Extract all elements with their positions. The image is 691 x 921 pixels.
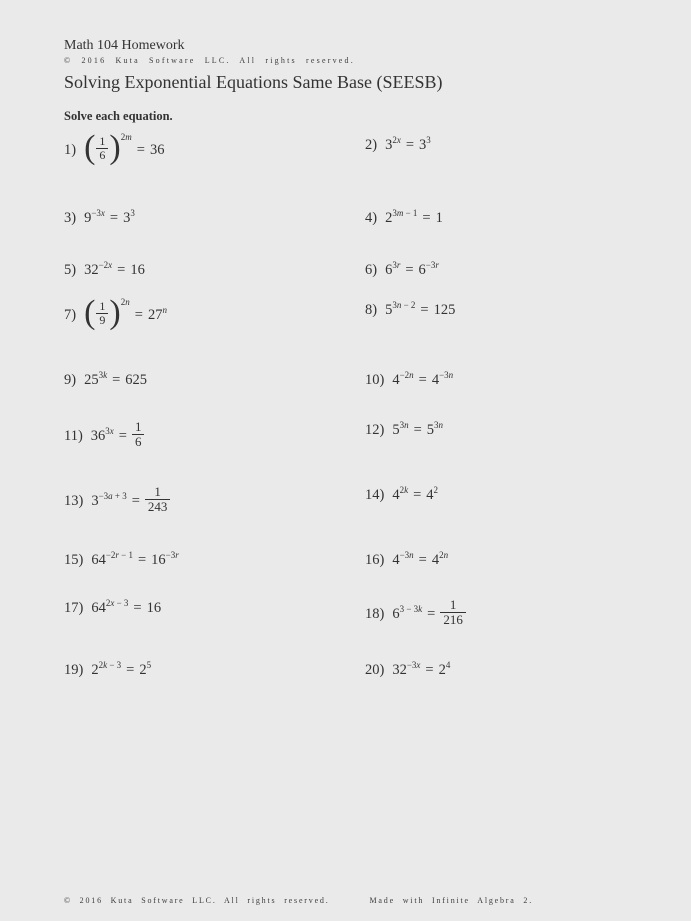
equation xyxy=(392,659,451,678)
equals-sign: = xyxy=(418,551,427,568)
equation xyxy=(385,134,431,153)
problem-1 xyxy=(64,129,365,167)
exponent: −3r xyxy=(425,259,439,270)
equals-sign: = xyxy=(418,371,427,388)
exponent: 3n xyxy=(399,419,409,430)
base-number: 16 xyxy=(146,599,162,616)
problem-19 xyxy=(64,659,365,679)
base-number: 6 xyxy=(385,261,393,278)
base-number: 6 xyxy=(392,605,400,622)
exponent: 2x − 3 xyxy=(105,597,129,608)
problem-8 xyxy=(365,299,651,319)
equals-sign: = xyxy=(117,261,126,278)
numerator: 1 xyxy=(134,418,142,434)
base-number: 4 xyxy=(392,551,400,568)
problem-2 xyxy=(365,134,651,154)
base-number: 4 xyxy=(392,486,400,503)
open-paren: ( xyxy=(84,129,96,167)
exponent: 3n xyxy=(434,419,444,430)
fraction xyxy=(145,485,171,515)
base-number: 64 xyxy=(91,551,106,568)
problem-number: 4) xyxy=(365,209,378,226)
exponent: −3r xyxy=(165,549,179,560)
exponent: 2k xyxy=(399,484,409,495)
exponent: 2x xyxy=(392,134,401,145)
problem-row xyxy=(64,207,651,262)
base-number: 5 xyxy=(426,421,435,438)
problem-10 xyxy=(365,369,651,389)
equation xyxy=(385,207,443,226)
equation xyxy=(392,419,444,438)
base-number: 4 xyxy=(392,371,400,388)
fraction xyxy=(96,135,108,162)
base-number: 5 xyxy=(392,421,400,438)
equals-sign: = xyxy=(413,486,422,503)
base-number: 16 xyxy=(130,261,145,278)
equation xyxy=(392,484,439,503)
equation xyxy=(392,369,454,388)
exponent: 2n xyxy=(439,549,449,560)
problem-row xyxy=(64,259,651,302)
base-number: 2 xyxy=(438,661,446,678)
denominator: 216 xyxy=(440,612,466,627)
equals-sign: = xyxy=(118,427,127,444)
problem-number: 17) xyxy=(64,599,84,616)
base-number: 36 xyxy=(149,141,165,158)
equals-sign: = xyxy=(422,209,431,226)
base-number: 27 xyxy=(147,306,163,323)
base-number: 64 xyxy=(91,599,106,616)
exponent: −3a + 3 xyxy=(98,490,127,501)
equation xyxy=(385,299,456,318)
base-number: 32 xyxy=(84,261,99,278)
base-number: 3 xyxy=(385,136,393,153)
problem-row xyxy=(64,129,651,210)
problem-number: 8) xyxy=(365,301,378,318)
base-number: 36 xyxy=(90,427,106,444)
equation xyxy=(84,369,148,388)
equals-sign: = xyxy=(112,371,121,388)
exponent: −3n xyxy=(399,549,414,560)
equals-sign: = xyxy=(413,421,422,438)
open-paren: ( xyxy=(84,294,96,332)
numerator: 1 xyxy=(449,596,457,612)
equation xyxy=(84,259,145,278)
problem-5 xyxy=(64,259,365,279)
problem-11 xyxy=(64,418,365,452)
equals-sign: = xyxy=(425,661,434,678)
problem-6 xyxy=(365,259,651,279)
fraction xyxy=(132,420,145,450)
worksheet-footer xyxy=(64,896,533,905)
exponent: 3 xyxy=(426,134,431,145)
equation xyxy=(392,549,449,568)
problem-number: 9) xyxy=(64,371,77,388)
problem-4 xyxy=(365,207,651,227)
problem-9 xyxy=(64,369,365,389)
problem-row xyxy=(64,418,651,487)
base-number: 2 xyxy=(385,209,393,226)
equation xyxy=(91,597,162,616)
numerator: 1 xyxy=(99,133,106,148)
equals-sign: = xyxy=(133,599,142,616)
exponent: 2 xyxy=(433,484,439,495)
problem-number: 11) xyxy=(64,427,83,444)
equation xyxy=(84,207,135,226)
close-paren: ) xyxy=(109,294,121,332)
problems-grid xyxy=(64,129,651,702)
problem-number: 16) xyxy=(365,551,385,568)
equation xyxy=(84,129,165,167)
base-number: 1 xyxy=(435,209,443,226)
problem-row xyxy=(64,596,651,662)
problem-number: 12) xyxy=(365,421,385,438)
equals-sign: = xyxy=(126,661,135,678)
problem-number: 7) xyxy=(64,306,77,323)
equals-sign: = xyxy=(131,492,140,509)
parenthesized-fraction: ( $\frac{1}{9}$ )2n xyxy=(84,294,130,332)
problem-14 xyxy=(365,484,651,504)
base-number: 4 xyxy=(431,551,440,568)
exponent: 3m − 1 xyxy=(392,207,418,218)
exponent: −3n xyxy=(439,369,454,380)
equation xyxy=(90,418,145,449)
parenthesized-fraction: ( $\frac{1}{6}$ )2m xyxy=(84,129,132,167)
equals-sign: = xyxy=(136,141,145,158)
close-paren: ) xyxy=(109,129,121,167)
equation xyxy=(392,596,465,627)
problem-number: 5) xyxy=(64,261,77,278)
base-number: 2 xyxy=(139,661,147,678)
equation xyxy=(91,483,170,514)
equals-sign: = xyxy=(109,209,119,226)
problem-number: 10) xyxy=(365,371,385,388)
equals-sign: = xyxy=(405,261,414,278)
footer-made-with: Made with Infinite Algebra 2. xyxy=(369,896,534,905)
base-number: 3 xyxy=(419,136,427,153)
exponent: 2k − 3 xyxy=(98,659,122,670)
denominator: 9 xyxy=(96,313,108,327)
exponent: n xyxy=(162,304,167,315)
numerator: 1 xyxy=(99,298,106,313)
problem-18 xyxy=(365,596,651,630)
worksheet-title: Solving Exponential Equations Same Base (SEESB) xyxy=(64,72,443,93)
problem-number: 1) xyxy=(64,141,77,158)
problem-7 xyxy=(64,294,365,332)
base-number: 2 xyxy=(91,661,99,678)
problem-16 xyxy=(365,549,651,569)
exponent: 5 xyxy=(146,659,152,670)
footer-copyright: © 2016 Kuta Software LLC. All rights reserved. xyxy=(64,896,330,905)
problem-row xyxy=(64,294,651,372)
base-number: 16 xyxy=(151,551,166,568)
problem-20 xyxy=(365,659,651,679)
exponent: −2n xyxy=(399,369,414,380)
base-number: 125 xyxy=(433,301,456,318)
problem-number: 19) xyxy=(64,661,84,678)
base-number: 3 xyxy=(123,209,131,226)
exponent: 3k xyxy=(98,369,108,380)
equals-sign: = xyxy=(405,136,415,153)
exponent: −2x xyxy=(98,259,113,270)
problem-number: 3) xyxy=(64,209,77,226)
problem-number: 6) xyxy=(365,261,378,278)
exponent: 3 − 3k xyxy=(399,603,423,614)
exponent: −3x xyxy=(406,659,421,670)
denominator: 6 xyxy=(132,434,145,449)
exponent: 3x xyxy=(105,425,114,436)
base-number: 6 xyxy=(418,261,426,278)
base-number: 32 xyxy=(392,661,407,678)
equals-sign: = xyxy=(137,551,147,568)
problem-row xyxy=(64,483,651,552)
problem-number: 20) xyxy=(365,661,385,678)
problem-number: 15) xyxy=(64,551,84,568)
problem-3 xyxy=(64,207,365,227)
fraction xyxy=(440,598,466,628)
equals-sign: = xyxy=(427,605,436,622)
exponent: 3n − 2 xyxy=(392,299,416,310)
base-number: 25 xyxy=(84,371,99,388)
problem-row xyxy=(64,369,651,422)
exponent: −2r − 1 xyxy=(105,549,133,560)
base-number: 9 xyxy=(84,209,92,226)
problem-number: 13) xyxy=(64,492,84,509)
equals-sign: = xyxy=(134,306,143,323)
base-number: 4 xyxy=(431,371,440,388)
problem-row xyxy=(64,659,651,702)
problem-12 xyxy=(365,419,651,439)
instruction-text: Solve each equation. xyxy=(64,108,173,123)
problem-number: 14) xyxy=(365,486,385,503)
denominator: 6 xyxy=(96,148,108,162)
problem-17 xyxy=(64,597,365,617)
numerator: 1 xyxy=(154,483,161,499)
base-number: 625 xyxy=(125,371,148,388)
course-title: Math 104 Homework xyxy=(64,38,185,53)
worksheet-header xyxy=(64,38,651,124)
equation xyxy=(91,659,152,678)
exponent: 4 xyxy=(445,659,451,670)
problem-13 xyxy=(64,483,365,517)
base-number: 5 xyxy=(385,301,393,318)
equation xyxy=(84,294,167,332)
equation xyxy=(385,259,439,278)
problem-number: 2) xyxy=(365,136,378,153)
problem-number: 18) xyxy=(365,605,385,622)
problem-row xyxy=(64,549,651,600)
exponent: −3x xyxy=(91,207,105,218)
exponent: 3 xyxy=(130,207,135,218)
base-number: 4 xyxy=(426,486,434,503)
equals-sign: = xyxy=(420,301,429,318)
header-copyright: © 2016 Kuta Software LLC. All rights reserved. xyxy=(64,56,355,66)
equation xyxy=(91,549,179,568)
problem-15 xyxy=(64,549,365,569)
fraction xyxy=(96,300,108,327)
base-number: 3 xyxy=(91,492,99,509)
denominator: 243 xyxy=(145,499,171,514)
exponent: 3r xyxy=(392,259,401,270)
